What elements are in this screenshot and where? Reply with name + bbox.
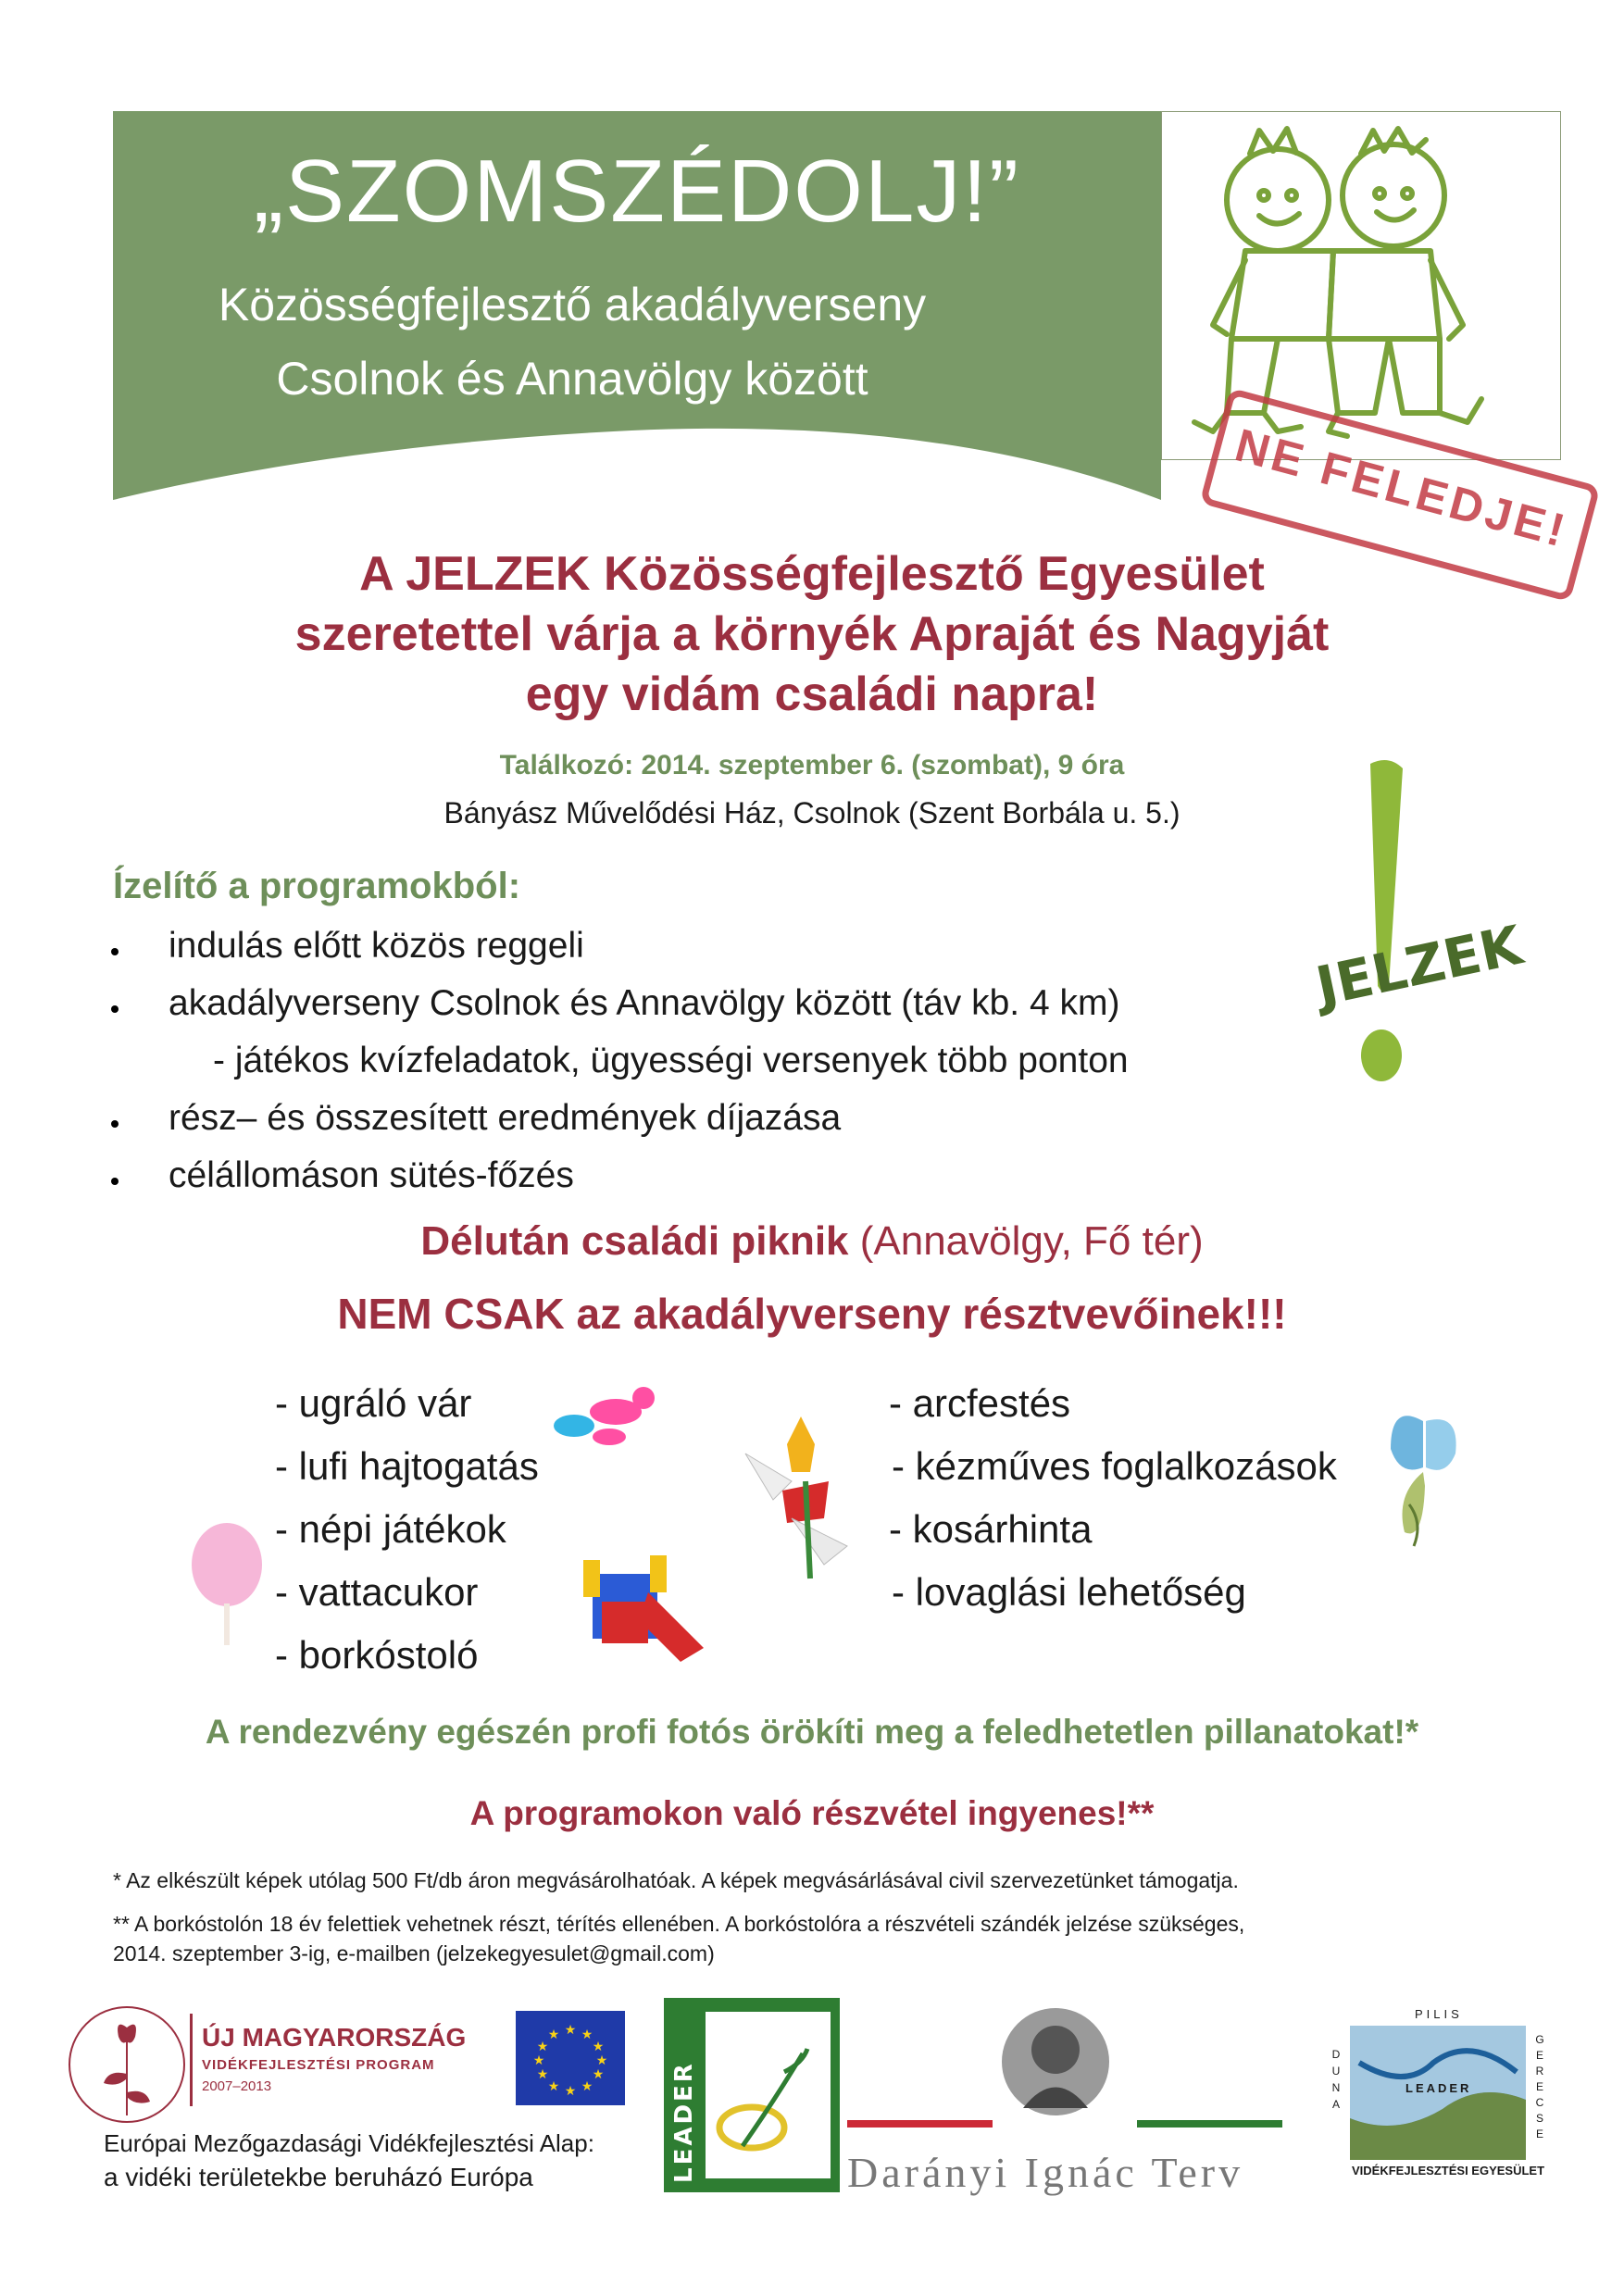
list-sub-item: - játékos kvízfeladatok, ügyességi versenyek több ponton — [213, 1041, 1129, 1080]
list-item: akadályverseny Csolnok és Annavölgy között (táv kb. 4 km) — [111, 983, 1315, 1041]
eu-stars-icon — [516, 2011, 625, 2105]
page-title: „SZOMSZÉDOLJ!” — [253, 142, 1020, 241]
jelzek-logo — [1296, 755, 1528, 1106]
svg-text:★: ★ — [532, 2053, 545, 2068]
leader-logo-text: LEADER — [670, 2061, 698, 2183]
svg-text:★: ★ — [536, 2067, 549, 2082]
svg-text:★: ★ — [592, 2040, 605, 2054]
footnote-1: * Az elkészült képek utólag 500 Ft/db áron megvásárolhatóak. A képek megvásárlásával civil szervezetünket támogatja. — [113, 1868, 1239, 1892]
pilis-right-label: GERECSE — [1535, 2033, 1544, 2140]
umvp-logo — [57, 2000, 196, 2129]
activity-item: - népi játékok — [275, 1507, 506, 1551]
eu-fund-caption-line-2: a vidéki területekbe beruházó Európa — [104, 2163, 533, 2191]
pilis-leader-label: LEADER — [1405, 2081, 1472, 2095]
activity-item: - ugráló vár — [275, 1381, 472, 1425]
activity-item: - kosárhinta — [889, 1507, 1093, 1551]
activity-item: - arcfestés — [889, 1381, 1071, 1425]
intro-line-1: A JELZEK Közösségfejlesztő Egyesület — [359, 547, 1265, 601]
daranyi-portrait — [1000, 2002, 1111, 2122]
paper-flower-image — [736, 1416, 856, 1583]
svg-text:★: ★ — [595, 2053, 608, 2068]
activity-item: - vattacukor — [275, 1570, 479, 1614]
bouncy-castle-icon — [583, 1537, 713, 1666]
svg-text:★: ★ — [536, 2040, 549, 2054]
pilis-bottom-label: VIDÉKFEJLESZTÉSI EGYESÜLET — [1352, 2164, 1545, 2177]
two-kids-icon — [1162, 112, 1560, 459]
svg-text:★: ★ — [581, 2079, 593, 2094]
butterfly-image — [1381, 1403, 1465, 1551]
intro-line-3: egy vidám családi napra! — [525, 668, 1099, 721]
umvp-years: 2007–2013 — [202, 2078, 272, 2094]
svg-text:★: ★ — [592, 2067, 605, 2082]
activity-item: - lufi hajtogatás — [275, 1444, 539, 1488]
jelzek-logo-text: JELZEK — [1310, 913, 1528, 1018]
leader-emblem-icon — [664, 1998, 840, 2192]
cotton-candy-icon — [185, 1518, 269, 1648]
daranyi-logo-text: Darányi Ignác Terv — [847, 2149, 1244, 2196]
header-banner — [113, 111, 1161, 500]
subtitle-line-2: Csolnok és Annavölgy között — [276, 353, 868, 405]
svg-text:★: ★ — [581, 2028, 593, 2042]
not-only-participants: NEM CSAK az akadályverseny résztvevőinek!!! — [337, 1290, 1287, 1338]
activity-item: - borkóstoló — [275, 1633, 479, 1677]
programs-list — [111, 926, 1315, 1213]
svg-text:★: ★ — [564, 2084, 577, 2099]
cotton-candy-image — [185, 1518, 269, 1648]
rose-icon — [57, 2000, 196, 2129]
list-item: célállomáson sütés-főzés — [111, 1155, 1315, 1213]
bullet-icon — [111, 1120, 119, 1128]
list-item: indulás előtt közös reggeli — [111, 926, 1315, 983]
balloon-icon — [537, 1379, 667, 1463]
bullet-icon — [111, 1005, 119, 1013]
photographer-note: A rendezvény egészén profi fotós örökíti meg a feledhetetlen pillanatokat!* — [205, 1713, 1419, 1751]
svg-text:★: ★ — [547, 2028, 560, 2042]
bouncy-castle-image — [583, 1537, 713, 1666]
eu-flag — [516, 2011, 625, 2105]
free-entry-note: A programokon való részvétel ingyenes!** — [469, 1794, 1155, 1832]
activity-item: - lovaglási lehetőség — [892, 1570, 1246, 1614]
bullet-icon — [111, 1178, 119, 1185]
pilis-left-label: DUNA — [1331, 2048, 1341, 2111]
kids-illustration — [1161, 111, 1561, 460]
intro-line-2: szeretettel várja a környék Apraját és Nagyját — [294, 607, 1330, 661]
leader-logo — [664, 1998, 840, 2192]
footnote-2-continued: 2014. szeptember 3-ig, e-mailben (jelzekegyesulet@gmail.com) — [113, 1941, 715, 1965]
svg-text:★: ★ — [547, 2079, 560, 2094]
afternoon-picnic: Délután családi piknik (Annavölgy, Fő tér) — [420, 1218, 1204, 1264]
logo-divider — [190, 2014, 193, 2106]
meeting-venue: Bányász Művelődési Ház, Csolnok (Szent Borbála u. 5.) — [443, 796, 1181, 830]
exclamation-icon — [1296, 755, 1528, 1106]
activity-item: - kézműves foglalkozások — [892, 1444, 1337, 1488]
meeting-time: Találkozó: 2014. szeptember 6. (szombat), 9 óra — [499, 750, 1125, 780]
umvp-subtitle: VIDÉKFEJLESZTÉSI PROGRAM — [202, 2057, 435, 2073]
butterfly-icon — [1381, 1403, 1465, 1551]
eu-fund-caption-line-1: Európai Mezőgazdasági Vidékfejlesztési Alap: — [104, 2129, 594, 2157]
umvp-title: ÚJ MAGYARORSZÁG — [202, 2023, 467, 2052]
svg-text:★: ★ — [564, 2023, 577, 2038]
programs-heading: Ízelítő a programokból: — [113, 866, 521, 906]
bullet-icon — [111, 948, 119, 955]
footnote-2: ** A borkóstolón 18 év felettiek vehetnek részt, térítés ellenében. A borkóstolóra a részvételi szándék jelzése szükséges, — [113, 1912, 1245, 1936]
reminder-stamp: NE FELEDJE! — [1199, 388, 1600, 603]
list-item: rész– és összesített eredmények díjazása — [111, 1098, 1315, 1155]
portrait-icon — [1000, 2002, 1111, 2122]
daranyi-stripe — [847, 2120, 1282, 2128]
balloon-animal-image — [537, 1379, 667, 1463]
subtitle-line-1: Közösségfejlesztő akadályverseny — [218, 279, 927, 331]
pilis-top-label: PILIS — [1415, 2007, 1463, 2021]
flower-icon — [736, 1416, 856, 1583]
